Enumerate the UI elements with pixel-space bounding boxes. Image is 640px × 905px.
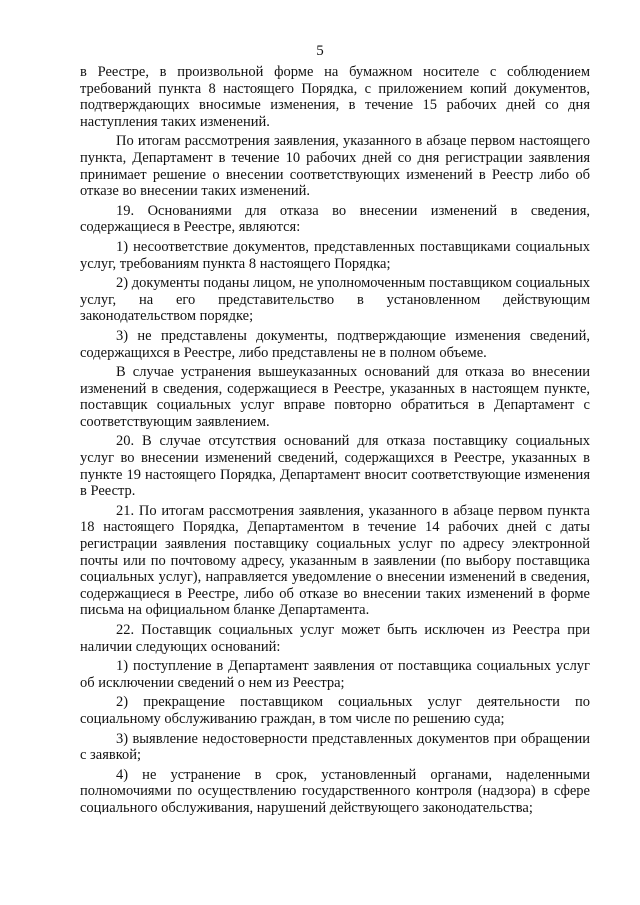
paragraph-19-resubmission: В случае устранения вышеуказанных оснований для отказа во внесении изменений в сведения, содержащиеся в Реестре, указанных в настоящем пункте, поставщик социальных услуг вправе повторно обратиться в Департамент с соответствующим заявлением. xyxy=(80,364,590,430)
page-number: 5 xyxy=(316,43,324,59)
paragraph-22-item-2: 2) прекращение поставщиком социальных услуг деятельности по социальному обслуживанию граждан, в том числе по решению суда; xyxy=(80,694,590,727)
paragraph-19-item-2: 2) документы поданы лицом, не уполномоченным поставщиком социальных услуг, на его представительство в установленном действующим законодательством порядке; xyxy=(80,275,590,325)
paragraph-19: 19. Основаниями для отказа во внесении изменений в сведения, содержащиеся в Реестре, являются: xyxy=(80,202,590,236)
paragraph-22: 22. Поставщик социальных услуг может быть исключен из Реестра при наличии следующих оснований: xyxy=(80,622,590,655)
paragraph-22-item-4: 4) не устранение в срок, установленный органами, наделенными полномочиями по осуществлению государственного контроля (надзора) в сфере социального обслуживания, нарушений действующего законодательства; xyxy=(80,766,590,816)
paragraph-review-result: По итогам рассмотрения заявления, указанного в абзаце первом настоящего пункта, Департамент в течение 10 рабочих дней со дня регистрации заявления принимает решение о внесении соответствующих изменений в Реестр либо об отказе во внесении таких изменений. xyxy=(80,133,590,200)
document-body xyxy=(80,64,590,820)
paragraph-19-item-1: 1) несоответствие документов, представленных поставщиками социальных услуг, требованиям пункта 8 настоящего Порядка; xyxy=(80,238,590,272)
paragraph-22-item-3: 3) выявление недостоверности представленных документов при обращении с заявкой; xyxy=(80,730,590,764)
paragraph-22-item-1: 1) поступление в Департамент заявления от поставщика социальных услуг об исключении сведений о нем из Реестра; xyxy=(80,658,590,691)
paragraph-continuation: в Реестре, в произвольной форме на бумажном носителе с соблюдением требований пункта 8 настоящего Порядка, с приложением копий документов, подтверждающих вносимые изменения, в течение 15 рабочих дней со дня наступления таких изменений. xyxy=(80,64,590,130)
paragraph-21: 21. По итогам рассмотрения заявления, указанного в абзаце первом пункта 18 настоящего Порядка, Департаментом в течение 14 рабочих дней с даты регистрации заявления поставщику социальных услуг по адресу электронной почты или по почтовому адресу, указанным в заявлении (по выбору поставщика социальных услуг), направляется уведомление о внесении изменений в сведения, содержащиеся в Реестре, либо об отказе во внесении таких изменений в форме письма на официальном бланке Департамента. xyxy=(80,502,590,619)
paragraph-19-item-3: 3) не представлены документы, подтверждающие изменения сведений, содержащихся в Реестре, либо представлены не в полном объеме. xyxy=(80,327,590,361)
paragraph-20: 20. В случае отсутствия оснований для отказа поставщику социальных услуг во внесении изменений сведений, содержащихся в Реестре, указанных в пункте 19 настоящего Порядка, Департамент вносит соответствующие изменения в Реестр. xyxy=(80,433,590,500)
